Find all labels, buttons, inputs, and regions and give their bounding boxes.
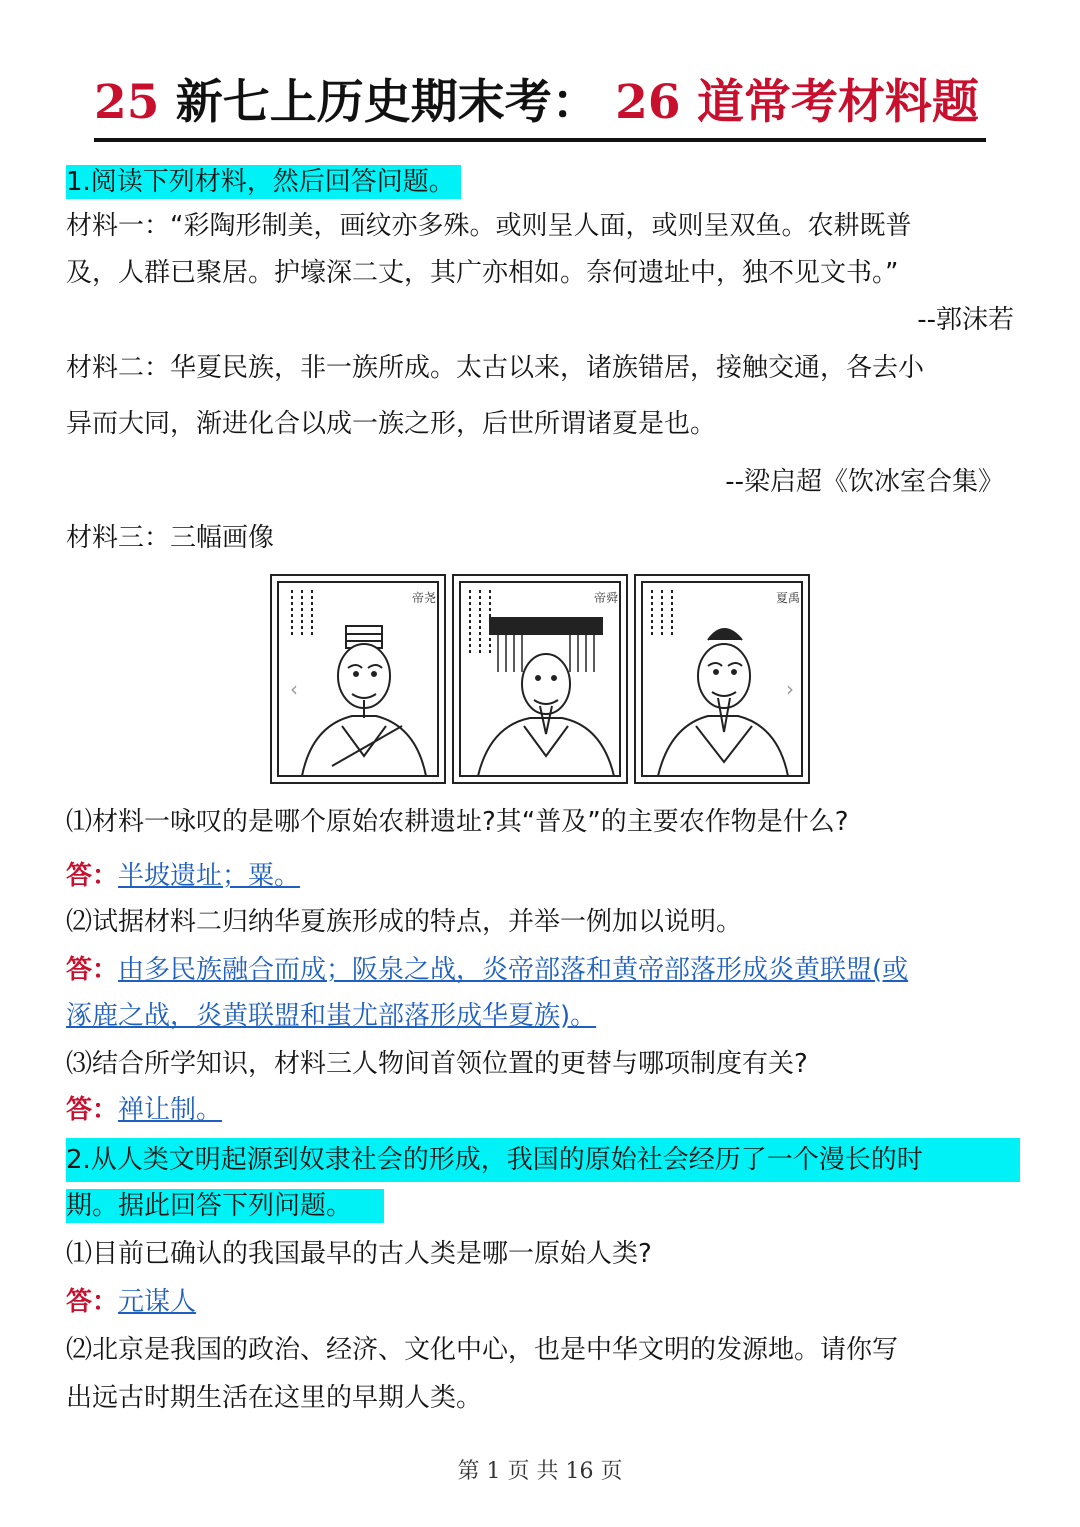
q1-material2-line1: 材料二：华夏民族，非一族所成。太古以来，诸族错居，接触交通，各去小 <box>66 353 925 383</box>
portrait-label-yu: 夏禹 <box>776 591 801 605</box>
svg-text:›: › <box>786 677 794 701</box>
q1-sub2-answer-line1: 答：由多民族融合而成；阪泉之战，炎帝部落和黄帝部落形成炎黄联盟(或 <box>66 955 909 985</box>
q1-heading: 1.阅读下列材料，然后回答问题。 <box>66 162 461 202</box>
portrait-emperor-yao <box>270 574 446 784</box>
q2-sub1-answer: 答：元谋人 <box>66 1287 197 1317</box>
svg-text:‹: ‹ <box>290 677 298 701</box>
current-page-number: 1 <box>486 1459 501 1484</box>
page-title: 25 新七上历史期末考： 26 道常考材料题 <box>94 70 986 142</box>
total-pages: 16 <box>565 1459 594 1484</box>
page-footer: 第 1 页 共 16 页 <box>457 1459 623 1484</box>
q1-sub2-answer-line2: 涿鹿之战，炎黄联盟和蚩尤部落形成华夏族)。 <box>66 1001 597 1031</box>
q1-sub3-answer: 答：禅让制。 <box>66 1095 223 1125</box>
q2-heading-line2: 期。据此回答下列问题。 <box>66 1186 384 1226</box>
q1-material2-line2: 异而大同，渐进化合以成一族之形，后世所谓诸夏是也。 <box>66 409 717 439</box>
q1-material2-source: --梁启超《饮冰室合集》 <box>725 467 1004 497</box>
portrait-label-yao: 帝尧 <box>412 591 437 605</box>
q2-sub2-question-line1: ⑵北京是我国的政治、经济、文化中心，也是中华文明的发源地。请你写 <box>66 1335 899 1365</box>
portrait-label-shun: 帝舜 <box>594 591 619 605</box>
q1-material1-line1: 材料一：“彩陶形制美，画纹亦多殊。或则呈人面，或则呈双鱼。农耕既普 <box>66 211 912 241</box>
q2-sub2-question-line2: 出远古时期生活在这里的早期人类。 <box>66 1383 483 1413</box>
q2-sub1-question: ⑴目前已确认的我国最早的古人类是哪一原始人类? <box>66 1239 652 1269</box>
q1-material1-line2: 及，人群已聚居。护壕深二丈，其广亦相如。奈何遗址中，独不见文书。” <box>66 258 899 288</box>
q1-sub1-answer: 答：半坡遗址；粟。 <box>66 861 301 891</box>
q1-sub3-question: ⑶结合所学知识，材料三人物间首领位置的更替与哪项制度有关? <box>66 1049 808 1079</box>
q2-heading-line1: 2.从人类文明起源到奴隶社会的形成，我国的原始社会经历了一个漫长的时 <box>66 1138 1014 1182</box>
q1-sub1-question: ⑴材料一咏叹的是哪个原始农耕遗址?其“普及”的主要农作物是什么? <box>66 807 849 837</box>
three-portraits-image <box>270 574 810 784</box>
q1-material3: 材料三：三幅画像 <box>66 523 275 553</box>
portrait-emperor-shun <box>452 574 628 784</box>
portrait-emperor-yu <box>634 574 810 784</box>
q1-sub2-question: ⑵试据材料二归纳华夏族形成的特点，并举一例加以说明。 <box>66 907 743 937</box>
q1-material1-source: --郭沫若 <box>917 305 1014 335</box>
